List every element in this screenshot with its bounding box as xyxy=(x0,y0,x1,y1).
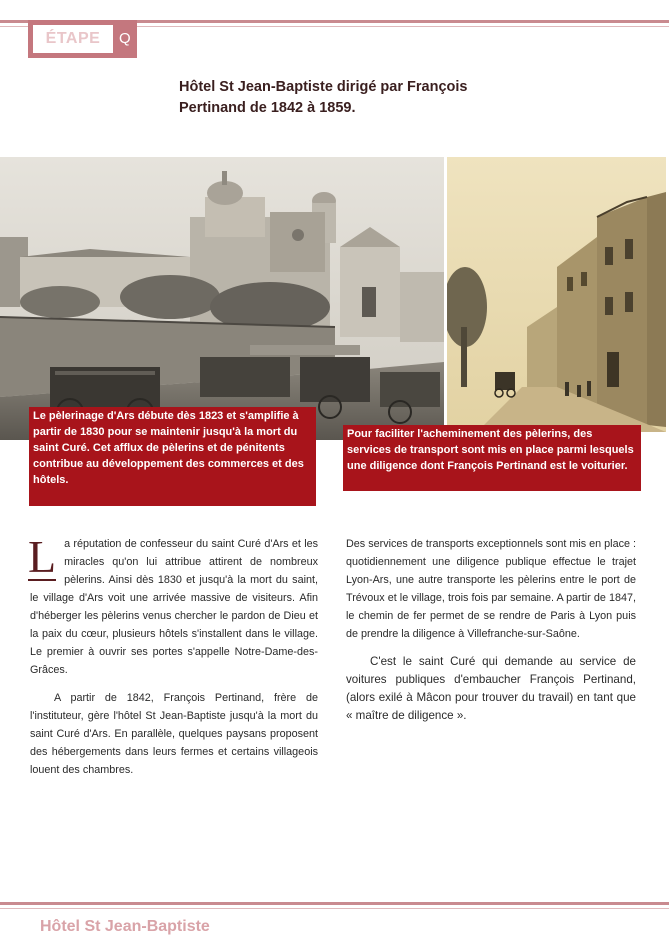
paragraph-transport: Des services de transports exceptionnels sont mis en place : quotidiennement une diligence publique effectue le trajet Lyon-Ars, une autre transporte les pèlerins entre le port de Trévoux et le village, trois fois par semaine. A partir de 1847, le chemin de fer permet de se rendre de Paris à Lyon puis de prendre la diligence à Villefranche-sur-Saône. xyxy=(346,538,636,640)
paragraph-intro xyxy=(28,531,318,679)
drop-cap: L xyxy=(28,531,57,582)
etape-tag xyxy=(28,20,137,58)
caption-street: Pour faciliter l'acheminement des pèlerins, des services de transport sont mis en place parmi lesquels une diligence dont François Pertinand est le voiturier. xyxy=(343,425,641,491)
bottom-rule xyxy=(0,902,669,905)
text-column-left xyxy=(28,531,318,785)
etape-letter: Q xyxy=(119,30,131,47)
photo-basilica xyxy=(0,157,444,440)
etape-label: ÉTAPE xyxy=(33,25,113,53)
title-line-1: Hôtel St Jean-Baptiste dirigé par François xyxy=(179,79,468,95)
paragraph-intro-text: a réputation de confesseur du saint Curé d'Ars et les miracles qu'on lui attribue attirent de nombreux pèlerins. Ainsi dès 1830 et jusqu'à la mort du saint, le village d'Ars voit une arrivée massive de visiteurs. Afin d'héberger les pèlerins venus chercher le pardon de Dieu et la paix du cœur, plusieurs hôtels s'installent dans le village. Le premier à ouvrir ses portes s'appelle Notre-Dame-des-Grâces. xyxy=(30,538,318,676)
text-column-right xyxy=(346,535,636,731)
paragraph-cure: C'est le saint Curé qui demande au service de voitures publiques d'embaucher François Pertinand, (alors exilé à Mâcon pour trouver du travail) en tant que « maître de diligence ». xyxy=(346,655,636,722)
footer-title: Hôtel St Jean-Baptiste xyxy=(40,918,210,935)
paragraph-pertinand: A partir de 1842, François Pertinand, frère de l'instituteur, gère l'hôtel St Jean-Baptiste jusqu'à la mort du saint Curé d'Ars. En parallèle, quelques paysans proposent des hébergements dans leurs fermes et certains villageois louent des chambres. xyxy=(30,692,318,776)
page-title xyxy=(179,77,499,119)
bottom-rule-2 xyxy=(0,908,669,909)
caption-basilica: Le pèlerinage d'Ars débute dès 1823 et s'amplifie à partir de 1830 pour se maintenir jusqu'à la mort du saint Curé. Cet afflux de pèlerins et de pénitents contribue au développement des commerces et des hôtels. xyxy=(29,407,316,506)
photo-street xyxy=(447,157,666,432)
title-line-2: Pertinand de 1842 à 1859. xyxy=(179,100,356,116)
